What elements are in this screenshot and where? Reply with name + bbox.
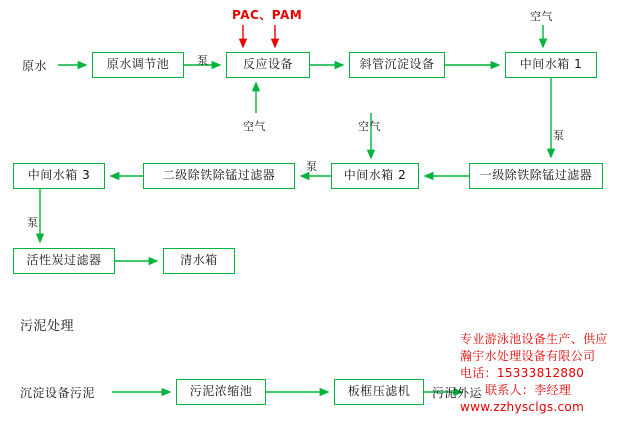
sludge-treatment-title: 污泥处理	[20, 319, 75, 334]
ad-contact: 联系人：李经理	[485, 383, 572, 397]
ad-line-3: 电话：15333812880	[460, 366, 585, 380]
edge-label-air-below-reaction: 空气	[243, 120, 266, 133]
ad-website[interactable]: www.zzhysclgs.com	[460, 400, 585, 414]
edge-label-air-below-sedimentation: 空气	[358, 120, 381, 133]
ad-line-2: 瀚宇水处理设备有限公司	[460, 349, 596, 363]
node-raw-water-tank[interactable]: 原水调节池	[92, 52, 184, 78]
node-plate-frame-filter-press[interactable]: 板框压滤机	[334, 379, 424, 405]
edge-label-pump-3: 泵	[306, 160, 318, 173]
node-iron-manganese-filter-1[interactable]: 一级除铁除锰过滤器	[469, 163, 603, 189]
edge-label-air-top-right: 空气	[530, 10, 553, 23]
node-intermediate-tank-2[interactable]: 中间水箱 2	[331, 163, 419, 189]
edge-label-pump-2: 泵	[553, 129, 565, 142]
edge-label-pump-1: 泵	[197, 54, 209, 67]
node-sludge-external-transport: 污泥外运	[432, 386, 483, 400]
node-raw-water: 原水	[22, 59, 48, 73]
node-iron-manganese-filter-2[interactable]: 二级除铁除锰过滤器	[143, 163, 295, 189]
node-intermediate-tank-1[interactable]: 中间水箱 1	[505, 52, 597, 78]
node-clean-water-tank[interactable]: 清水箱	[163, 248, 235, 274]
node-reaction-equipment[interactable]: 反应设备	[226, 52, 310, 78]
node-inclined-tube-sedimentation[interactable]: 斜管沉淀设备	[349, 52, 445, 78]
node-activated-carbon-filter[interactable]: 活性炭过滤器	[13, 248, 115, 274]
ad-line-1: 专业游泳池设备生产、供应	[460, 332, 608, 346]
edge-label-pump-4: 泵	[27, 216, 39, 229]
node-intermediate-tank-3[interactable]: 中间水箱 3	[13, 163, 105, 189]
edge-label-pac-pam: PAC、PAM	[232, 8, 303, 22]
node-sedimentation-sludge: 沉淀设备污泥	[20, 386, 96, 400]
node-sludge-thickening-tank[interactable]: 污泥浓缩池	[176, 379, 266, 405]
